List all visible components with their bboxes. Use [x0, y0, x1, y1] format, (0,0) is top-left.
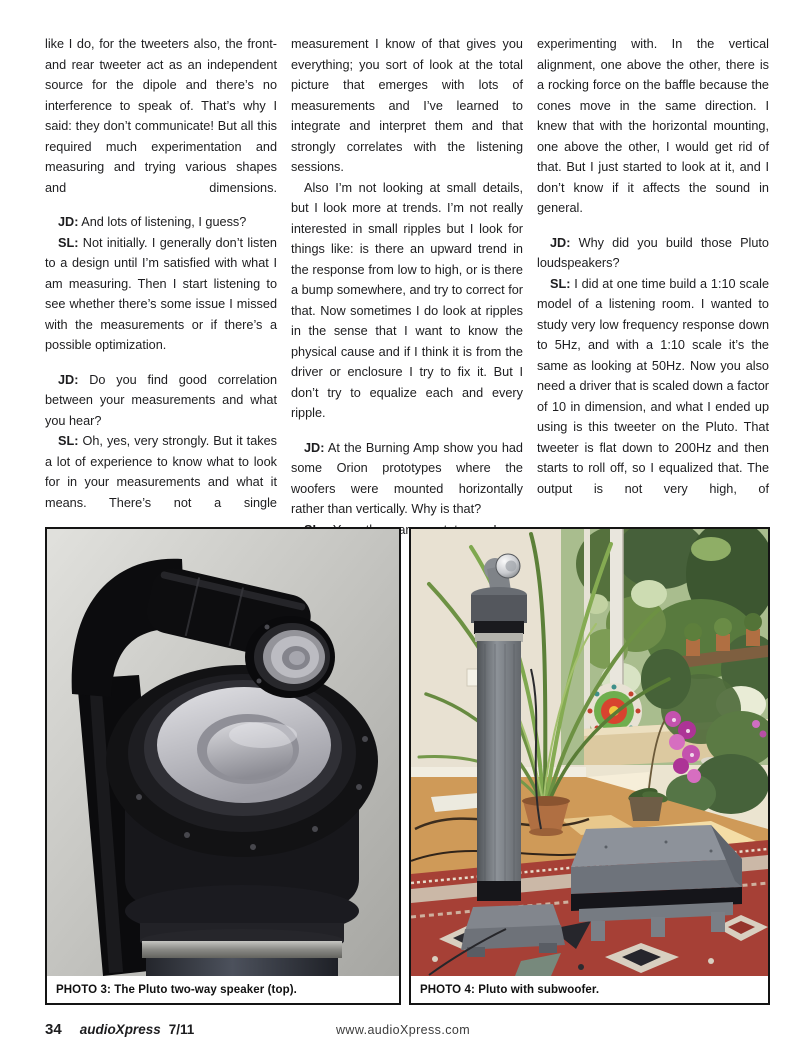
- subwoofer: [571, 825, 742, 941]
- paragraph-text: measurement I know of that gives you everything; you sort of look at the total picture that emerges with lots of measurements and I’ve learned to integrate and interpret them and that strongly correlates with the listening sessions.: [291, 37, 523, 174]
- paragraph-text: I did at one time build a 1:10 scale model of a listening room. I wanted to study very low frequency response down to 5Hz, and with a 1:10 scale it’s the same as looking at 50Hz. Now you also need a driver that is scaled down a factor of 10 in dimension, and what I ended up using is this tweeter on the Pluto. That tweeter is flat down to 200Hz and then starts to roll off, so I equalized that. The output is not very high, of: [537, 276, 769, 496]
- paragraph: [291, 438, 523, 520]
- speaker-label: SL:: [58, 235, 79, 250]
- paragraph: [537, 34, 769, 219]
- paragraph-text: Not initially. I generally don’t listen to a design until I’m satisfied with what I am measuring. Then I start listening to see whether there’s some issue I missed with the measurements or if there’s a possible optimization.: [45, 235, 277, 352]
- paragraph: [537, 274, 769, 500]
- paragraph-text: And lots of listening, I guess?: [78, 215, 247, 229]
- woofer-driver: [106, 665, 378, 857]
- paragraph-text: Do you find good correlation between your measurements and what you hear?: [45, 372, 277, 428]
- photo-3-pluto-top: [45, 527, 401, 1005]
- speaker-label: SL:: [550, 276, 571, 291]
- paragraph: [291, 34, 523, 178]
- photo-3-caption: PHOTO 3: The Pluto two-way speaker (top).: [47, 976, 399, 1003]
- paragraph-text: are: [398, 522, 417, 537]
- website-url: www.audioXpress.com: [335, 1023, 471, 1037]
- paragraph-text: like I do, for the tweeters also, the front- and rear tweeter act as an independent source for the dipole and there’s no interference to speak of. That’s why I said: they don’t communicate! But all this required much experimentation and measuring and trying various shapes and dimensions.: [45, 37, 277, 195]
- paragraph-text: Oh, yes, very strongly. But it takes a lot of experience to know what to look for in your measurements and what it means. There’s not a single: [45, 434, 277, 510]
- paragraph: [45, 34, 277, 198]
- paragraph: [45, 370, 277, 432]
- paragraph-text: Why did you build those Pluto loudspeakers?: [537, 235, 769, 270]
- page-number: 34: [45, 1021, 62, 1038]
- speaker-label: JD:: [550, 235, 571, 250]
- pluto-room-illustration: [411, 529, 768, 976]
- paragraph: [45, 212, 277, 233]
- paragraph-text: experimenting with. In the vertical alignment, one above the other, there is a rocking force on the baffle because the cones move in the same direction. I knew that with the horizontal mounting, one above the other, I would get rid of that. But I just started to look at it, and I don’t know if it affects the sound in general.: [537, 37, 769, 215]
- speaker-label: JD:: [304, 440, 325, 455]
- article-columns: [45, 34, 769, 540]
- magazine-name: audioXpress: [79, 1022, 161, 1037]
- photo-4-caption: PHOTO 4: Pluto with subwoofer.: [411, 976, 768, 1003]
- paragraph-text: At the Burning Amp show you had some Orion prototypes where the woofers were mounted horizontally rather than vertically. Why is that?: [291, 440, 523, 516]
- photo-4-pluto-subwoofer: [409, 527, 770, 1005]
- column-1: [45, 34, 277, 540]
- paragraph: [291, 178, 523, 424]
- speaker-label: SL:: [58, 434, 79, 448]
- paragraph-text: Also I’m not looking at small details, but I look more at trends. I’m not really interested in small ripples but I look for things like: is there an upward trend in the response from low to high, or is there a bump somewhere, and try to correct for that. Now sometimes I do look at ripples in the sense that I want to know the physical cause and if I think it is from the driver or enclosure I try to fix it. But I don’t try to equalize each and every ripple.: [291, 180, 523, 420]
- paragraph: [45, 233, 277, 356]
- pluto-speaker-top-illustration: [47, 529, 399, 976]
- page-footer: [45, 1021, 770, 1045]
- column-2: [291, 34, 523, 540]
- paragraph: [45, 431, 277, 513]
- speaker-label: JD:: [58, 372, 79, 387]
- tweeter-driver: [245, 616, 335, 698]
- speaker-label: JD:: [58, 215, 79, 229]
- column-3: [537, 34, 769, 540]
- paragraph: [537, 233, 769, 274]
- issue-number: 7/11: [168, 1022, 195, 1037]
